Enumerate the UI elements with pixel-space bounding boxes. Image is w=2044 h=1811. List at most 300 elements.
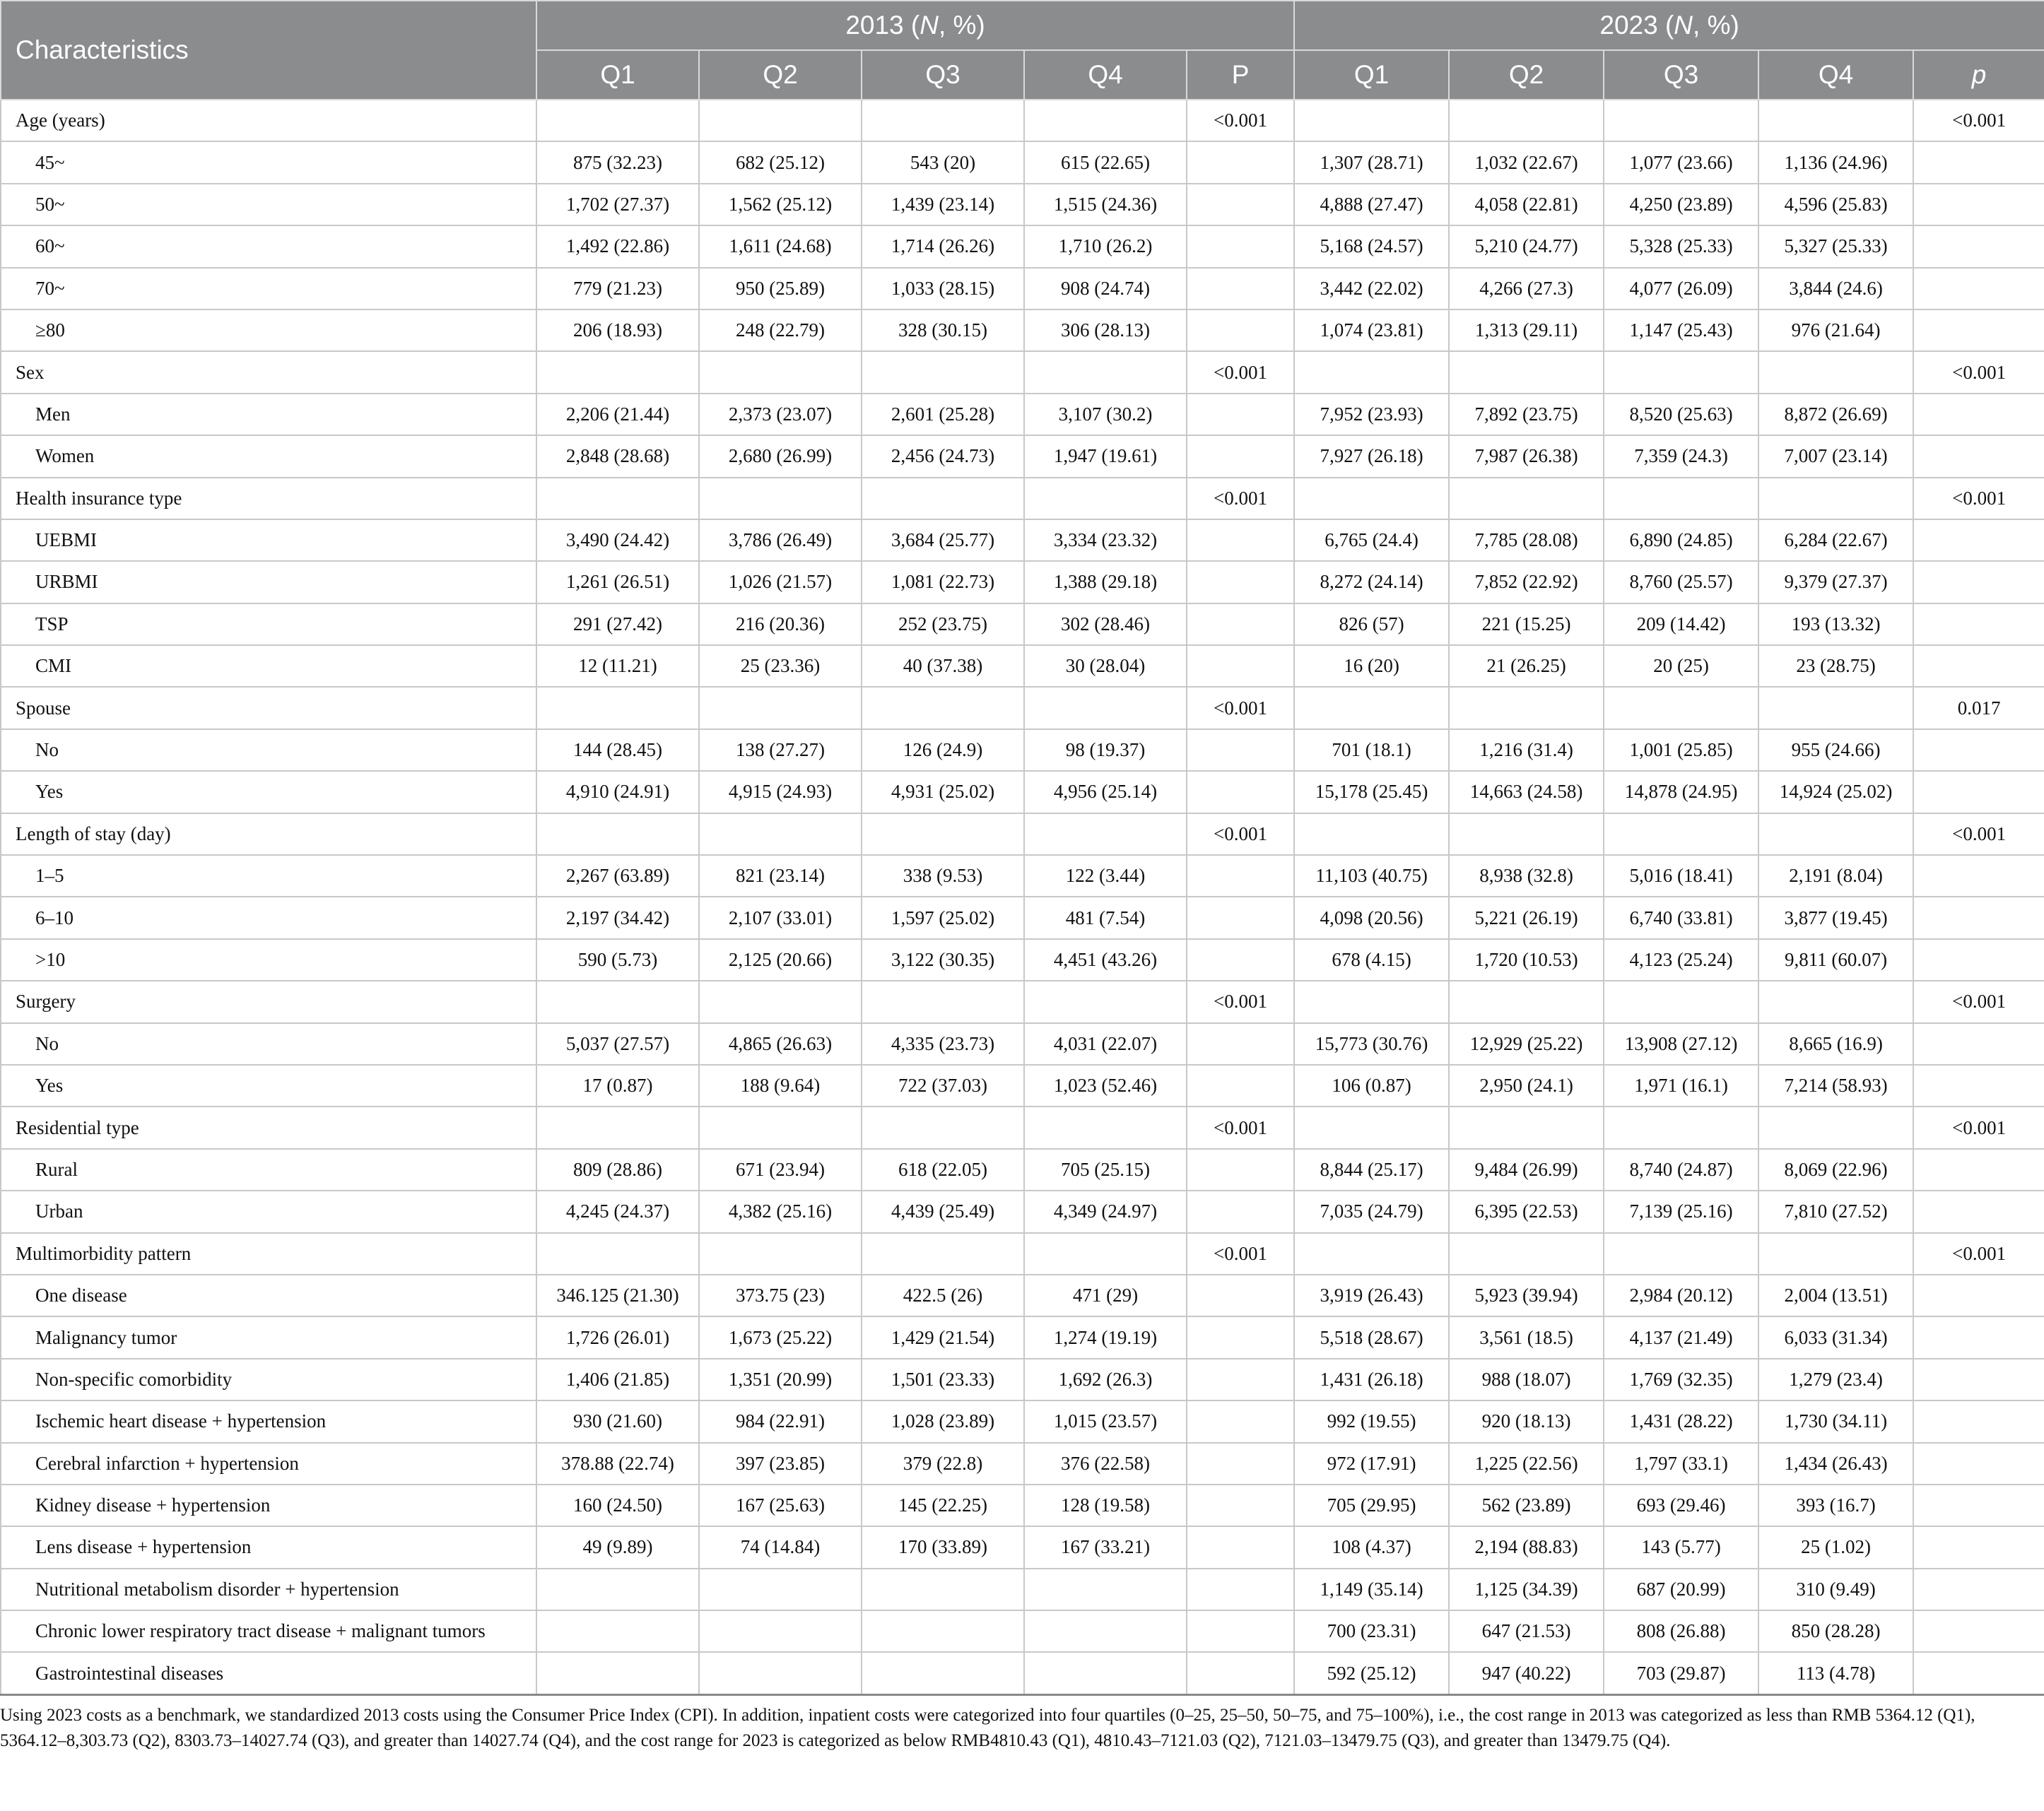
value-cell: 4,077 (26.09) — [1604, 268, 1758, 309]
p-value-cell — [1913, 939, 2044, 981]
row-label: Sex — [1, 351, 536, 393]
value-cell: 126 (24.9) — [862, 729, 1024, 771]
table-row — [1, 519, 2044, 561]
value-cell: 14,878 (24.95) — [1604, 771, 1758, 813]
value-cell: 5,168 (24.57) — [1294, 225, 1449, 267]
value-cell: 3,786 (26.49) — [699, 519, 862, 561]
value-cell: 647 (21.53) — [1449, 1610, 1604, 1652]
value-cell — [699, 1569, 862, 1610]
value-cell: 4,596 (25.83) — [1758, 184, 1913, 225]
row-label: Residential type — [1, 1107, 536, 1148]
value-cell — [699, 813, 862, 855]
table-row — [1, 309, 2044, 351]
p-value-cell — [1913, 1610, 2044, 1652]
value-cell: 291 (27.42) — [536, 603, 699, 645]
value-cell: 11,103 (40.75) — [1294, 855, 1449, 897]
value-cell: 170 (33.89) — [862, 1526, 1024, 1568]
p-value-cell — [1187, 1191, 1294, 1232]
value-cell — [536, 1652, 699, 1694]
table-row — [1, 1569, 2044, 1610]
value-cell: 4,137 (21.49) — [1604, 1316, 1758, 1358]
value-cell: 705 (29.95) — [1294, 1485, 1449, 1526]
value-cell: 671 (23.94) — [699, 1149, 862, 1191]
value-cell: 6,740 (33.81) — [1604, 897, 1758, 938]
value-cell — [1294, 351, 1449, 393]
value-cell: 693 (29.46) — [1604, 1485, 1758, 1526]
value-cell: 1,274 (19.19) — [1024, 1316, 1187, 1358]
value-cell — [862, 687, 1024, 728]
header-row-years — [1, 1, 2044, 50]
value-cell: 2,194 (88.83) — [1449, 1526, 1604, 1568]
value-cell: 930 (21.60) — [536, 1400, 699, 1442]
value-cell — [862, 813, 1024, 855]
value-cell: 1,439 (23.14) — [862, 184, 1024, 225]
value-cell: 1,710 (26.2) — [1024, 225, 1187, 267]
value-cell: 5,210 (24.77) — [1449, 225, 1604, 267]
table-row — [1, 771, 2044, 813]
value-cell: 1,279 (23.4) — [1758, 1359, 1913, 1400]
value-cell — [1604, 1107, 1758, 1148]
value-cell: 5,037 (27.57) — [536, 1023, 699, 1065]
value-cell: 682 (25.12) — [699, 141, 862, 183]
p-value-cell: <0.001 — [1913, 1233, 2044, 1275]
row-label: Multimorbidity pattern — [1, 1233, 536, 1275]
value-cell: 779 (21.23) — [536, 268, 699, 309]
value-cell: 4,915 (24.93) — [699, 771, 862, 813]
value-cell — [862, 478, 1024, 519]
p-value-cell — [1913, 855, 2044, 897]
value-cell — [1024, 1233, 1187, 1275]
value-cell: 947 (40.22) — [1449, 1652, 1604, 1694]
table-section-row — [1, 478, 2044, 519]
value-cell — [536, 351, 699, 393]
value-cell — [1024, 981, 1187, 1022]
p-value-cell — [1187, 561, 1294, 603]
p-value-cell — [1913, 771, 2044, 813]
p-value-cell — [1913, 1443, 2044, 1485]
value-cell: 7,139 (25.16) — [1604, 1191, 1758, 1232]
value-cell — [1604, 813, 1758, 855]
value-cell: 826 (57) — [1294, 603, 1449, 645]
value-cell: 1,032 (22.67) — [1449, 141, 1604, 183]
table-row — [1, 1485, 2044, 1526]
value-cell — [699, 351, 862, 393]
table-row — [1, 729, 2044, 771]
value-cell: 113 (4.78) — [1758, 1652, 1913, 1694]
p-value-cell — [1187, 141, 1294, 183]
value-cell: 74 (14.84) — [699, 1526, 862, 1568]
value-cell — [1024, 813, 1187, 855]
value-cell — [1758, 813, 1913, 855]
p-value-cell — [1187, 603, 1294, 645]
value-cell — [1294, 478, 1449, 519]
value-cell: 7,987 (26.38) — [1449, 435, 1604, 477]
value-cell: 378.88 (22.74) — [536, 1443, 699, 1485]
value-cell — [862, 981, 1024, 1022]
value-cell: 1,313 (29.11) — [1449, 309, 1604, 351]
row-label: Women — [1, 435, 536, 477]
value-cell — [699, 478, 862, 519]
value-cell — [699, 1610, 862, 1652]
value-cell: 1,702 (27.37) — [536, 184, 699, 225]
p-value-cell — [1187, 1443, 1294, 1485]
value-cell: 1,081 (22.73) — [862, 561, 1024, 603]
value-cell: 908 (24.74) — [1024, 268, 1187, 309]
table-row — [1, 184, 2044, 225]
value-cell: 4,931 (25.02) — [862, 771, 1024, 813]
value-cell: 7,852 (22.92) — [1449, 561, 1604, 603]
p-value-cell — [1913, 1023, 2044, 1065]
value-cell: 160 (24.50) — [536, 1485, 699, 1526]
value-cell: 2,680 (26.99) — [699, 435, 862, 477]
value-cell: 1,033 (28.15) — [862, 268, 1024, 309]
p-value-cell — [1913, 1275, 2044, 1316]
value-cell: 705 (25.15) — [1024, 1149, 1187, 1191]
header-2013-q2: Q2 — [699, 50, 862, 100]
value-cell: 4,382 (25.16) — [699, 1191, 862, 1232]
value-cell: 1,406 (21.85) — [536, 1359, 699, 1400]
header-2013-p: P — [1187, 50, 1294, 100]
value-cell: 302 (28.46) — [1024, 603, 1187, 645]
value-cell: 206 (18.93) — [536, 309, 699, 351]
value-cell — [1294, 100, 1449, 141]
value-cell — [699, 981, 862, 1022]
value-cell: 590 (5.73) — [536, 939, 699, 981]
value-cell — [1449, 1233, 1604, 1275]
table-row — [1, 435, 2044, 477]
p-value-cell — [1913, 141, 2044, 183]
p-value-cell: <0.001 — [1187, 813, 1294, 855]
table-row — [1, 394, 2044, 435]
value-cell: 809 (28.86) — [536, 1149, 699, 1191]
row-label: Length of stay (day) — [1, 813, 536, 855]
value-cell: 422.5 (26) — [862, 1275, 1024, 1316]
value-cell: 2,267 (63.89) — [536, 855, 699, 897]
value-cell: 138 (27.27) — [699, 729, 862, 771]
p-value-cell — [1187, 1526, 1294, 1568]
p-value-cell — [1913, 603, 2044, 645]
p-value-cell — [1187, 1652, 1294, 1694]
value-cell: 976 (21.64) — [1758, 309, 1913, 351]
value-cell: 108 (4.37) — [1294, 1526, 1449, 1568]
value-cell — [862, 1233, 1024, 1275]
value-cell: 4,250 (23.89) — [1604, 184, 1758, 225]
value-cell: 700 (23.31) — [1294, 1610, 1449, 1652]
value-cell: 17 (0.87) — [536, 1065, 699, 1107]
p-value-cell — [1187, 897, 1294, 938]
value-cell — [862, 1610, 1024, 1652]
value-cell — [862, 100, 1024, 141]
value-cell: 3,684 (25.77) — [862, 519, 1024, 561]
value-cell: 2,984 (20.12) — [1604, 1275, 1758, 1316]
value-cell: 216 (20.36) — [699, 603, 862, 645]
value-cell: 1,720 (10.53) — [1449, 939, 1604, 981]
table-row — [1, 1610, 2044, 1652]
value-cell — [1024, 100, 1187, 141]
value-cell: 850 (28.28) — [1758, 1610, 1913, 1652]
row-label: TSP — [1, 603, 536, 645]
p-value-cell: <0.001 — [1187, 478, 1294, 519]
value-cell: 2,456 (24.73) — [862, 435, 1024, 477]
value-cell: 1,351 (20.99) — [699, 1359, 862, 1400]
value-cell — [699, 1107, 862, 1148]
value-cell: 143 (5.77) — [1604, 1526, 1758, 1568]
value-cell: 3,561 (18.5) — [1449, 1316, 1604, 1358]
value-cell: 1,769 (32.35) — [1604, 1359, 1758, 1400]
header-2023-q2: Q2 — [1449, 50, 1604, 100]
row-label: Surgery — [1, 981, 536, 1022]
value-cell: 25 (1.02) — [1758, 1526, 1913, 1568]
p-value-cell — [1187, 1569, 1294, 1610]
row-label: 1–5 — [1, 855, 536, 897]
value-cell: 2,848 (28.68) — [536, 435, 699, 477]
table-row — [1, 1191, 2044, 1232]
value-cell — [1604, 100, 1758, 141]
value-cell — [1024, 1610, 1187, 1652]
row-label: 50~ — [1, 184, 536, 225]
p-value-cell — [1913, 1526, 2044, 1568]
value-cell: 167 (25.63) — [699, 1485, 862, 1526]
table-section-row — [1, 981, 2044, 1022]
value-cell: 145 (22.25) — [862, 1485, 1024, 1526]
table-row — [1, 1652, 2044, 1694]
value-cell: 1,515 (24.36) — [1024, 184, 1187, 225]
p-value-cell — [1913, 1191, 2044, 1232]
value-cell: 988 (18.07) — [1449, 1359, 1604, 1400]
value-cell: 6,033 (31.34) — [1758, 1316, 1913, 1358]
row-label: 45~ — [1, 141, 536, 183]
value-cell: 972 (17.91) — [1294, 1443, 1449, 1485]
p-value-cell — [1913, 1149, 2044, 1191]
row-label: Non-specific comorbidity — [1, 1359, 536, 1400]
value-cell: 7,927 (26.18) — [1294, 435, 1449, 477]
value-cell: 379 (22.8) — [862, 1443, 1024, 1485]
value-cell: 1,026 (21.57) — [699, 561, 862, 603]
row-label: Gastrointestinal diseases — [1, 1652, 536, 1694]
value-cell: 8,665 (16.9) — [1758, 1023, 1913, 1065]
p-value-cell — [1913, 729, 2044, 771]
value-cell — [1024, 351, 1187, 393]
table-row — [1, 939, 2044, 981]
value-cell: 2,191 (8.04) — [1758, 855, 1913, 897]
value-cell — [1604, 981, 1758, 1022]
p-value-cell — [1913, 1652, 2044, 1694]
value-cell: 248 (22.79) — [699, 309, 862, 351]
row-label: 6–10 — [1, 897, 536, 938]
value-cell — [1758, 351, 1913, 393]
row-label: Yes — [1, 1065, 536, 1107]
p-value-cell — [1187, 225, 1294, 267]
value-cell: 30 (28.04) — [1024, 645, 1187, 687]
value-cell: 1,501 (23.33) — [862, 1359, 1024, 1400]
value-cell: 252 (23.75) — [862, 603, 1024, 645]
value-cell — [536, 1107, 699, 1148]
value-cell: 16 (20) — [1294, 645, 1449, 687]
value-cell: 6,395 (22.53) — [1449, 1191, 1604, 1232]
row-label: CMI — [1, 645, 536, 687]
value-cell — [1758, 1107, 1913, 1148]
value-cell — [1024, 1569, 1187, 1610]
value-cell — [1758, 687, 1913, 728]
value-cell: 1,388 (29.18) — [1024, 561, 1187, 603]
row-label: Men — [1, 394, 536, 435]
p-value-cell — [1187, 1316, 1294, 1358]
header-year-2023: 2023 (N, %) — [1294, 1, 2044, 50]
value-cell: 3,442 (22.02) — [1294, 268, 1449, 309]
value-cell: 2,197 (34.42) — [536, 897, 699, 938]
table-footnote: Using 2023 costs as a benchmark, we standardized 2013 costs using the Consumer Price Index (CPI). In addition, inpatient costs were categorized into four quartiles (0–25, 25–50, 50–75, and 75–100%), i.e., the cost range in 2013 was categorized as less than RMB 5364.12 (Q1), 5364.12–8,303.73 (Q2), 8303.73–14027.74 (Q3), and greater than 14027.74 (Q4), and the cost range for 2023 is categorized as below RMB4810.43 (Q1), 4810.43–7121.03 (Q2), 7121.03–13479.75 (Q3), and greater than 13479.75 (Q4). — [0, 1705, 1975, 1750]
p-value-cell: <0.001 — [1913, 813, 2044, 855]
value-cell: 687 (20.99) — [1604, 1569, 1758, 1610]
p-value-cell — [1187, 939, 1294, 981]
row-label: UEBMI — [1, 519, 536, 561]
value-cell — [1024, 1652, 1187, 1694]
value-cell: 3,334 (23.32) — [1024, 519, 1187, 561]
p-value-cell: <0.001 — [1913, 478, 2044, 519]
value-cell: 562 (23.89) — [1449, 1485, 1604, 1526]
value-cell: 471 (29) — [1024, 1275, 1187, 1316]
table-section-row — [1, 1233, 2044, 1275]
header-2013-q3: Q3 — [862, 50, 1024, 100]
value-cell: 1,015 (23.57) — [1024, 1400, 1187, 1442]
p-value-cell: <0.001 — [1187, 687, 1294, 728]
value-cell: 4,031 (22.07) — [1024, 1023, 1187, 1065]
value-cell: 2,004 (13.51) — [1758, 1275, 1913, 1316]
value-cell: 397 (23.85) — [699, 1443, 862, 1485]
value-cell: 128 (19.58) — [1024, 1485, 1187, 1526]
p-value-cell — [1187, 309, 1294, 351]
value-cell: 1,434 (26.43) — [1758, 1443, 1913, 1485]
value-cell: 5,221 (26.19) — [1449, 897, 1604, 938]
value-cell — [1294, 813, 1449, 855]
row-label: No — [1, 1023, 536, 1065]
value-cell: 209 (14.42) — [1604, 603, 1758, 645]
value-cell: 2,107 (33.01) — [699, 897, 862, 938]
value-cell: 8,872 (26.69) — [1758, 394, 1913, 435]
p-value-cell — [1913, 1400, 2044, 1442]
value-cell: 7,214 (58.93) — [1758, 1065, 1913, 1107]
p-value-cell — [1187, 1359, 1294, 1400]
p-value-cell: <0.001 — [1187, 1107, 1294, 1148]
value-cell — [1449, 981, 1604, 1022]
value-cell: 615 (22.65) — [1024, 141, 1187, 183]
value-cell: 3,122 (30.35) — [862, 939, 1024, 981]
value-cell — [1294, 1107, 1449, 1148]
value-cell: 1,001 (25.85) — [1604, 729, 1758, 771]
value-cell: 1,136 (24.96) — [1758, 141, 1913, 183]
header-2023-q1: Q1 — [1294, 50, 1449, 100]
value-cell: 4,439 (25.49) — [862, 1191, 1024, 1232]
value-cell — [862, 1569, 1024, 1610]
value-cell: 7,810 (27.52) — [1758, 1191, 1913, 1232]
value-cell: 373.75 (23) — [699, 1275, 862, 1316]
value-cell — [699, 1652, 862, 1694]
row-label: Urban — [1, 1191, 536, 1232]
value-cell: 1,149 (35.14) — [1294, 1569, 1449, 1610]
table-row — [1, 141, 2044, 183]
value-cell: 9,811 (60.07) — [1758, 939, 1913, 981]
p-value-cell — [1187, 1610, 1294, 1652]
row-label: One disease — [1, 1275, 536, 1316]
value-cell: 678 (4.15) — [1294, 939, 1449, 981]
value-cell: 1,726 (26.01) — [536, 1316, 699, 1358]
p-value-cell — [1913, 435, 2044, 477]
value-cell: 703 (29.87) — [1604, 1652, 1758, 1694]
value-cell — [1294, 687, 1449, 728]
value-cell: 7,035 (24.79) — [1294, 1191, 1449, 1232]
p-value-cell — [1913, 184, 2044, 225]
p-value-cell — [1187, 645, 1294, 687]
value-cell: 12 (11.21) — [536, 645, 699, 687]
value-cell — [1449, 478, 1604, 519]
value-cell — [862, 1107, 1024, 1148]
value-cell — [1758, 100, 1913, 141]
row-label: Malignancy tumor — [1, 1316, 536, 1358]
value-cell: 1,028 (23.89) — [862, 1400, 1024, 1442]
row-label: Yes — [1, 771, 536, 813]
value-cell: 20 (25) — [1604, 645, 1758, 687]
value-cell: 821 (23.14) — [699, 855, 862, 897]
value-cell: 3,107 (30.2) — [1024, 394, 1187, 435]
table-section-row — [1, 813, 2044, 855]
value-cell: 950 (25.89) — [699, 268, 862, 309]
value-cell: 543 (20) — [862, 141, 1024, 183]
row-label: Ischemic heart disease + hypertension — [1, 1400, 536, 1442]
header-year-2013: 2013 (N, %) — [536, 1, 1294, 50]
value-cell: 14,663 (24.58) — [1449, 771, 1604, 813]
value-cell: 8,844 (25.17) — [1294, 1149, 1449, 1191]
value-cell: 5,016 (18.41) — [1604, 855, 1758, 897]
header-2013-q1: Q1 — [536, 50, 699, 100]
row-label: >10 — [1, 939, 536, 981]
value-cell — [1024, 1107, 1187, 1148]
header-characteristics: Characteristics — [1, 1, 536, 100]
value-cell: 4,058 (22.81) — [1449, 184, 1604, 225]
row-label: Rural — [1, 1149, 536, 1191]
p-value-cell: 0.017 — [1913, 687, 2044, 728]
value-cell: 2,950 (24.1) — [1449, 1065, 1604, 1107]
value-cell: 5,923 (39.94) — [1449, 1275, 1604, 1316]
table-row — [1, 897, 2044, 938]
header-2023-p: p — [1913, 50, 2044, 100]
value-cell: 5,327 (25.33) — [1758, 225, 1913, 267]
value-cell: 4,245 (24.37) — [536, 1191, 699, 1232]
value-cell: 920 (18.13) — [1449, 1400, 1604, 1442]
table-body — [1, 100, 2044, 1694]
value-cell: 1,611 (24.68) — [699, 225, 862, 267]
value-cell — [1604, 1233, 1758, 1275]
table-row — [1, 1149, 2044, 1191]
p-value-cell — [1187, 519, 1294, 561]
p-value-cell: <0.001 — [1187, 100, 1294, 141]
value-cell: 25 (23.36) — [699, 645, 862, 687]
value-cell: 49 (9.89) — [536, 1526, 699, 1568]
p-value-cell: <0.001 — [1187, 1233, 1294, 1275]
value-cell: 1,125 (34.39) — [1449, 1569, 1604, 1610]
value-cell — [1294, 1233, 1449, 1275]
value-cell: 7,892 (23.75) — [1449, 394, 1604, 435]
p-value-cell — [1187, 855, 1294, 897]
value-cell — [862, 1652, 1024, 1694]
value-cell: 1,797 (33.1) — [1604, 1443, 1758, 1485]
value-cell: 4,098 (20.56) — [1294, 897, 1449, 938]
value-cell: 1,147 (25.43) — [1604, 309, 1758, 351]
row-label: 70~ — [1, 268, 536, 309]
value-cell: 1,673 (25.22) — [699, 1316, 862, 1358]
value-cell: 955 (24.66) — [1758, 729, 1913, 771]
value-cell: 9,484 (26.99) — [1449, 1149, 1604, 1191]
value-cell: 346.125 (21.30) — [536, 1275, 699, 1316]
